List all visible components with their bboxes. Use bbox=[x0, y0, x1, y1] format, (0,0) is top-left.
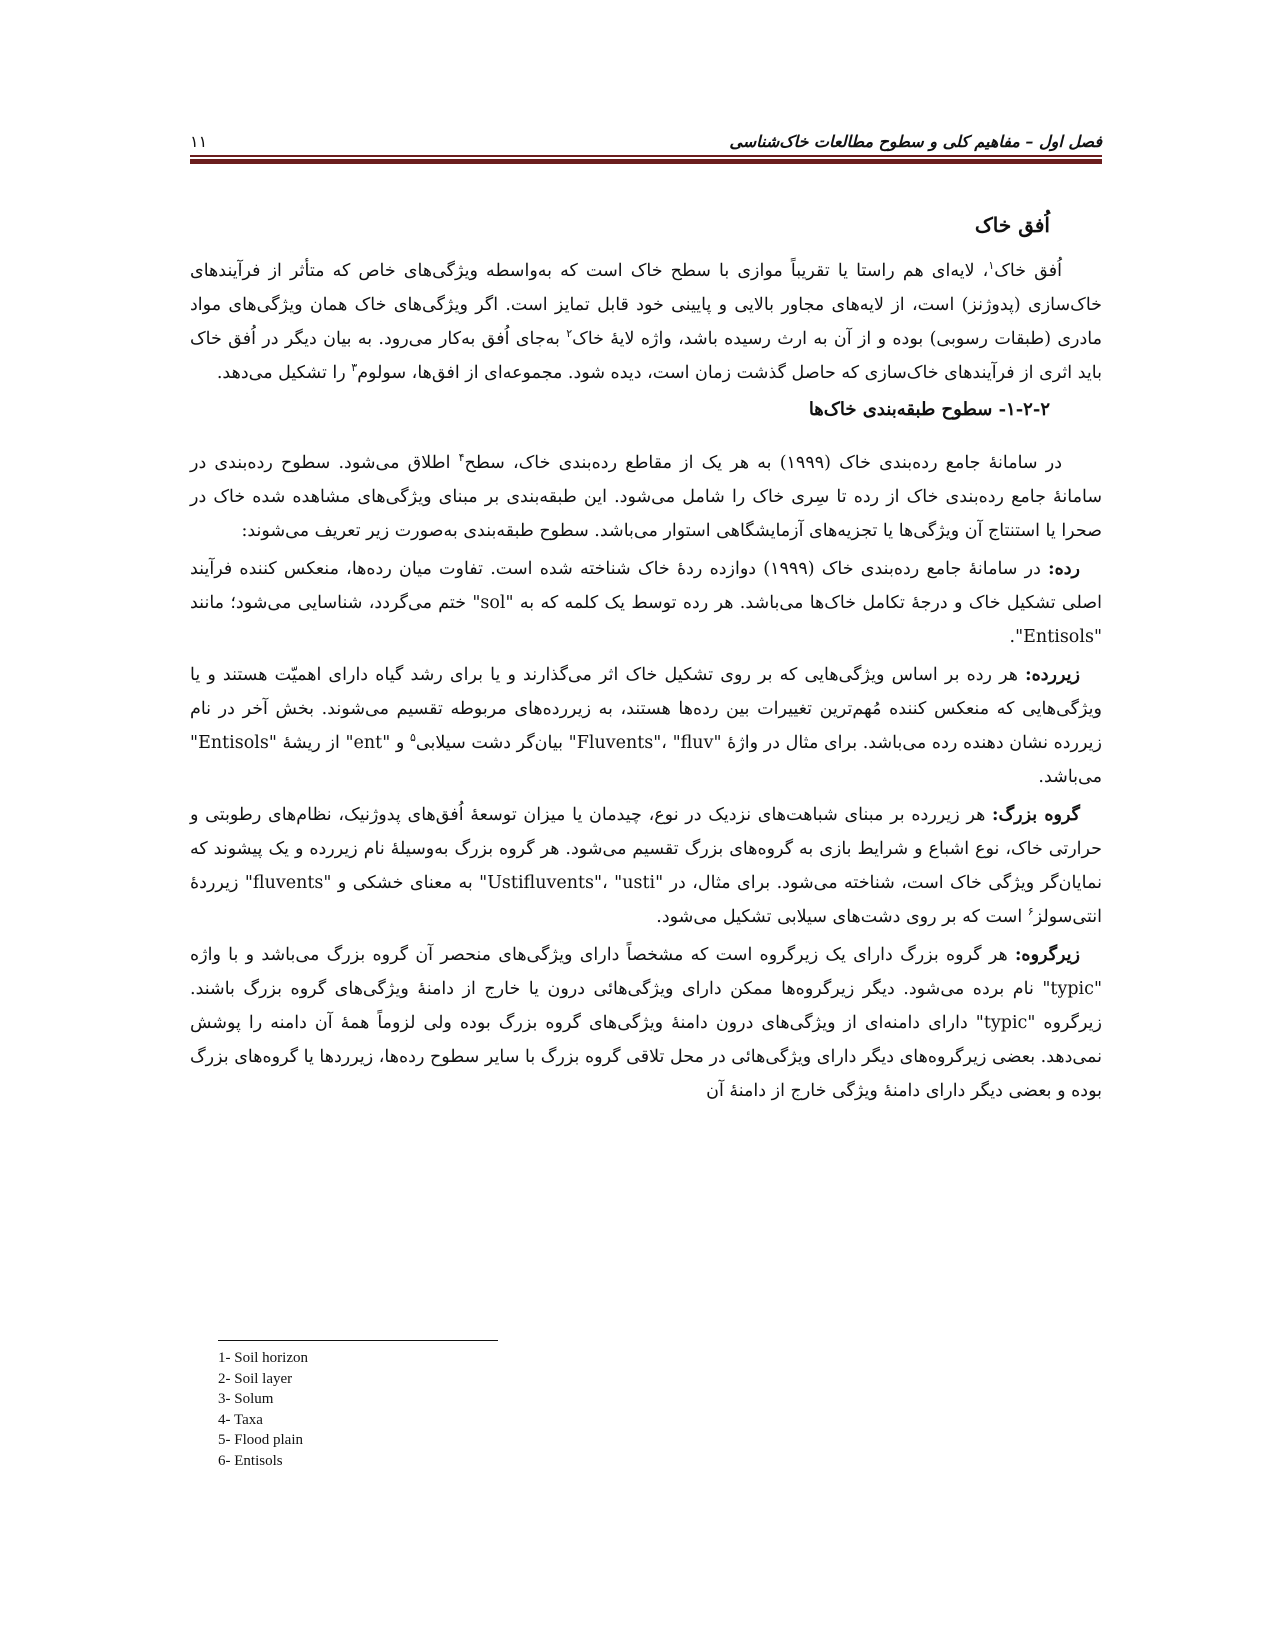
suborder-text-2: و "ent" از ریشۀ "Entisols" می‌باشد. bbox=[190, 733, 1102, 787]
greatgroup-text-1: هر زیررده بر مبنای شباهت‌های نزدیک در نوع، چیدمان یا میزان توسعۀ اُفق‌های پدوژنیک، نظام‌های رطوبتی و حرارتی خاک، نوع اشباع و شرایط بازی به گروه‌های بزرگ تقسیم می‌شود. هر گروه بزرگ به‌وسیلۀ نام زیررده و یک پیشوند که نمایان‌گر ویژگی خاک است، شناخته می‌شود. برای مثال، در "Ustifluvents"، "usti" به معنای خشکی و "fluvents" زیرردۀ انتی‌سولز bbox=[190, 805, 1102, 927]
suborder-text-1: هر رده بر اساس ویژگی‌هایی که بر روی تشکیل خاک اثر می‌گذارند و یا برای رشد گیاه دارای اهمیّت هستند و یا ویژگی‌هایی که منعکس کننده مُهم‌ترین تغییرات بین رده‌ها هستند، به زیررده‌های مربوطه تقسیم می‌شوند. بخش آخر در نام زیررده نشان دهنده رده می‌باشد. برای مثال در واژۀ "Fluvents"، "fluv" بیان‌گر دشت سیلابی bbox=[190, 665, 1102, 753]
intro-text-4: را تشکیل می‌دهد. bbox=[216, 363, 352, 383]
intro-text-3: به‌جای اُفق به‌کار می‌رود. به بیان دیگر در اُفق خاک باید اثری از فرآیندهای خاک‌سازی که حاصل گذشت زمان است، دیده شود. مجموعه‌ای از افق‌ها، سولوم bbox=[190, 329, 1102, 383]
order-term: رده: bbox=[1048, 559, 1080, 579]
footnote-item: 4- Taxa bbox=[218, 1411, 263, 1428]
suborder-definition bbox=[190, 658, 1102, 794]
footnote-ref-6: ۶ bbox=[1027, 905, 1034, 919]
subgroup-definition bbox=[190, 938, 1102, 1108]
footnote-ref-4: ۴ bbox=[458, 451, 465, 465]
subgroup-term: زیرگروه: bbox=[1014, 945, 1080, 965]
classification-text-2: اطلاق می‌شود. سطوح رده‌بندی در سامانۀ جامع رده‌بندی خاک از رده تا سِری خاک را شامل می‌شود. این طبقه‌بندی بر مبنای ویژگی‌های مشاهده شده خاک در صحرا یا استنتاج آن ویژگی‌ها یا تجزیه‌های آزمایشگاهی استوار می‌باشد. سطوح طبقه‌بندی به‌صورت زیر تعریف می‌شوند: bbox=[190, 453, 1102, 541]
greatgroup-term: گروه بزرگ: bbox=[992, 805, 1080, 825]
intro-text-1: اُفق خاک bbox=[994, 261, 1062, 281]
order-text: در سامانۀ جامع رده‌بندی خاک (۱۹۹۹) دوازده ردۀ خاک شناخته شده است. تفاوت میان رده‌ها، منعکس کننده فرآیند اصلی تشکیل خاک و درجۀ تکامل خاک‌ها می‌باشد. هر رده توسط یک کلمه که به "sol" ختم می‌گردد، شناسایی می‌شود؛ مانند "Entisols". bbox=[190, 559, 1102, 647]
intro-paragraph bbox=[190, 254, 1102, 390]
greatgroup-text-2: است که بر روی دشت‌های سیلابی تشکیل می‌شود. bbox=[656, 907, 1028, 927]
intro-text-2: ، لایه‌ای هم راستا یا تقریباً موازی با سطح خاک است که به‌واسطه ویژگی‌های خاص که متأثر از فرآیندهای خاک‌سازی (پدوژنز) است، از لایه‌های مجاور بالایی و پایینی خود قابل تمایز است. اگر ویژگی‌های خاک همان ویژگی‌های مواد مادری (طبقات رسوبی) بوده و از آن به ارث رسیده باشد، واژه لایۀ خاک bbox=[190, 261, 1102, 349]
header-rule-thin bbox=[190, 155, 1102, 157]
greatgroup-definition bbox=[190, 798, 1102, 934]
chapter-title: فصل اول – مفاهیم کلی و سطوح مطالعات خاک‌شناسی bbox=[729, 132, 1102, 151]
header-rule-thick bbox=[190, 159, 1102, 164]
footnote-item: 3- Solum bbox=[218, 1391, 274, 1407]
order-definition bbox=[190, 552, 1102, 654]
subsection-title: ۱-۲-۲- سطوح طبقه‌بندی خاک‌ها bbox=[808, 399, 1050, 420]
footnote-ref-3: ۳ bbox=[351, 361, 358, 375]
footnote-item: 6- Entisols bbox=[218, 1452, 283, 1469]
subgroup-text: هر گروه بزرگ دارای یک زیرگروه است که مشخصاً دارای ویژگی‌های منحصر آن گروه بزرگ می‌باشد و با واژه "typic" نام برده می‌شود. دیگر زیرگروه‌ها ممکن دارای ویژگی‌هائی درون یا خارج از دامنۀ ویژگی‌های گروه بزرگ باشند. زیرگروه "typic" دارای دامنه‌ای از ویژگی‌های درون دامنۀ ویژگی‌های گروه بزرگ بوده ولی لزوماً همۀ آن دامنه را پوشش نمی‌دهد. بعضی زیرگروه‌های دیگر دارای ویژگی‌هائی در محل تلاقی گروه بزرگ با سایر سطوح رده‌ها، زیرردها یا گروه‌های بزرگ بوده و بعضی دیگر دارای دامنۀ ویژگی خارج از دامنۀ آن bbox=[190, 945, 1102, 1101]
footnote-ref-2: ۲ bbox=[566, 327, 573, 341]
page-header bbox=[190, 125, 1102, 151]
footnotes-list bbox=[218, 1348, 308, 1471]
footnote-separator bbox=[218, 1340, 498, 1341]
footnote-item: 5- Flood plain bbox=[218, 1432, 303, 1448]
section-title: اُفق خاک bbox=[974, 213, 1050, 237]
suborder-term: زیررده: bbox=[1025, 665, 1080, 685]
classification-text-1: در سامانۀ جامع رده‌بندی خاک (۱۹۹۹) به هر یک از مقاطع رده‌بندی خاک، سطح bbox=[464, 453, 1062, 473]
footnote-ref-1: ۱ bbox=[988, 259, 995, 273]
footnote-item: 1- Soil horizon bbox=[218, 1350, 308, 1366]
footnote-ref-5: ۵ bbox=[409, 731, 416, 745]
page-number: ۱۱ bbox=[190, 132, 208, 151]
footnote-item: 2- Soil layer bbox=[218, 1370, 293, 1387]
main-content bbox=[190, 210, 1102, 1112]
classification-paragraph bbox=[190, 446, 1102, 548]
